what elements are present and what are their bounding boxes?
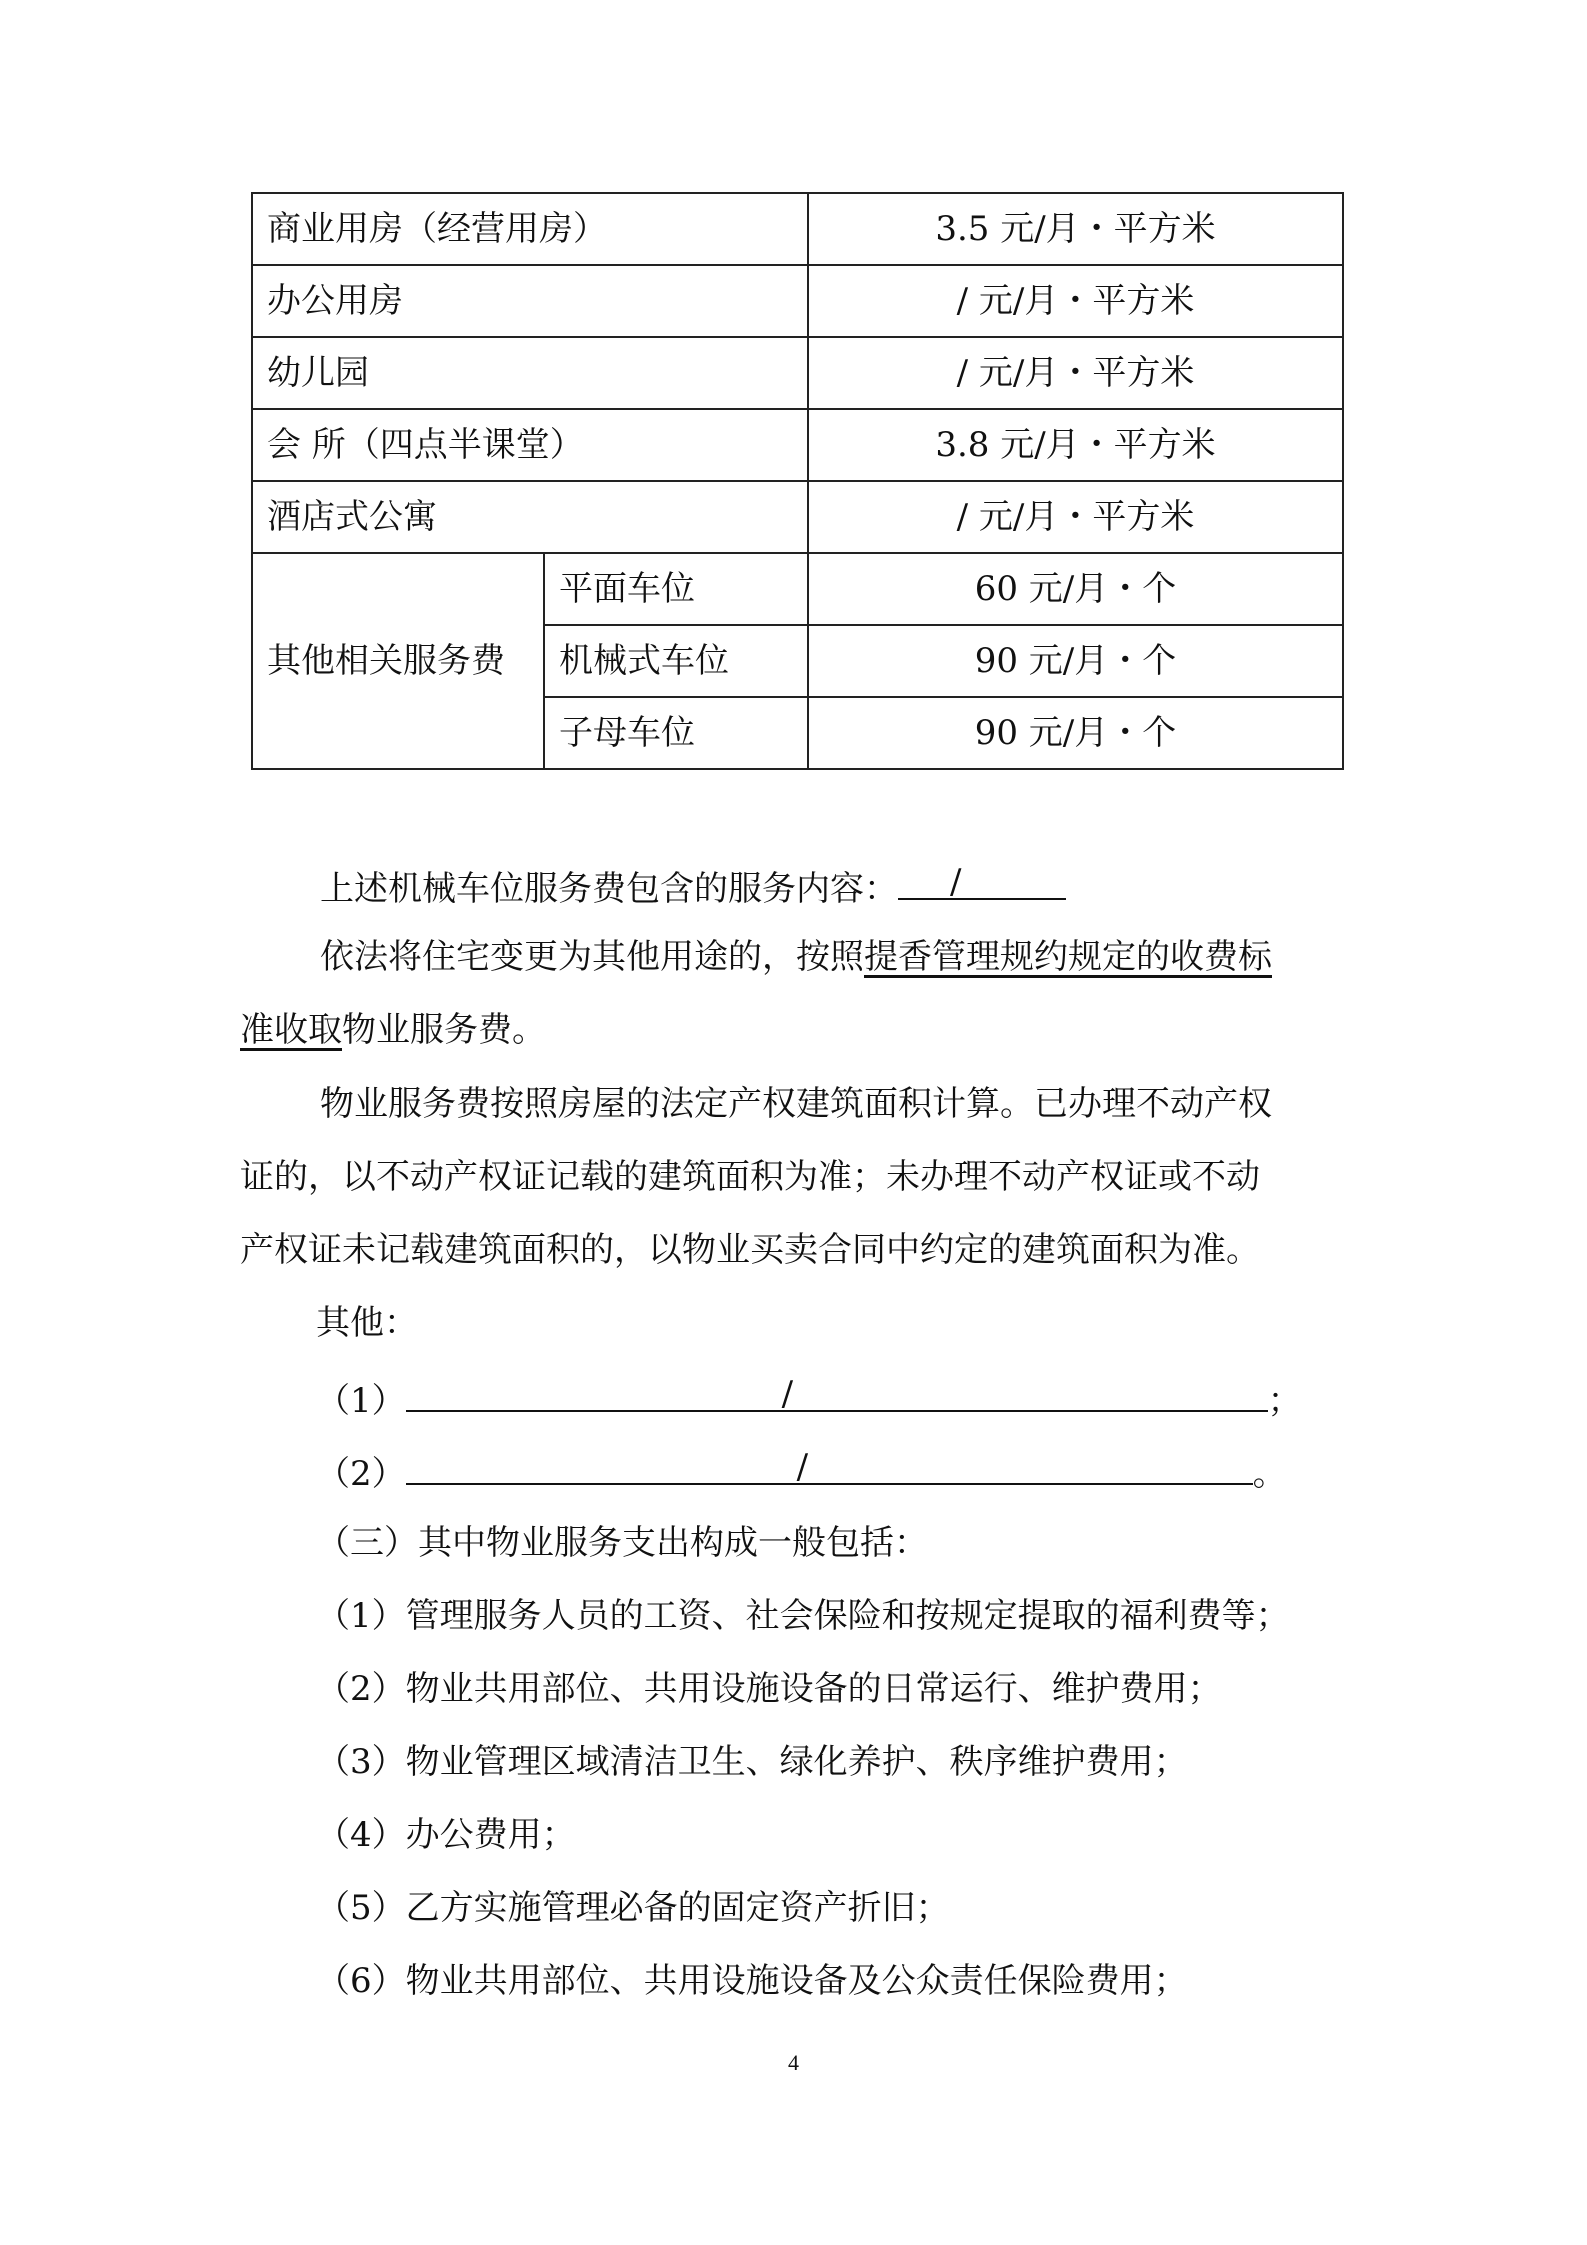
usage-change-paragraph-line1: [320, 937, 1272, 978]
usage-change-underlined-text: 提香管理规约规定的收费标: [864, 937, 1272, 977]
other-item-value: /: [781, 1374, 794, 1414]
fee-table: [251, 192, 1344, 770]
cost-item: （6）物业共用部位、共用设施设备及公众责任保险费用；: [316, 1961, 1188, 2001]
other-item: [316, 1376, 1302, 1422]
other-item-blank: [406, 1376, 1268, 1412]
mech-service-blank: [898, 864, 1066, 900]
fee-category-label: 酒店式公寓: [252, 481, 808, 553]
table-row: [252, 337, 1343, 409]
fee-rate-value: 90 元/月・个: [808, 625, 1343, 697]
fee-rate-value: / 元/月・平方米: [808, 337, 1343, 409]
other-item-prefix: （1）: [316, 1381, 406, 1421]
usage-change-text: 物业服务费。: [342, 1010, 546, 1050]
fee-category-label: 幼儿园: [252, 337, 808, 409]
other-item-suffix: ；: [1267, 1381, 1302, 1421]
table-row: [252, 193, 1343, 265]
area-paragraph-line2: 证的，以不动产权证记载的建筑面积为准；未办理不动产权证或不动: [240, 1157, 1260, 1197]
other-item: [316, 1449, 1287, 1495]
fee-rate-value: 90 元/月・个: [808, 697, 1343, 769]
mech-service-value: /: [950, 862, 962, 902]
fee-group-label: 其他相关服务费: [252, 553, 544, 769]
usage-change-underlined-text: 准收取: [240, 1010, 342, 1050]
cost-item: （1）管理服务人员的工资、社会保险和按规定提取的福利费等；: [316, 1596, 1290, 1636]
cost-item: （4）办公费用；: [316, 1815, 576, 1855]
cost-item: （2）物业共用部位、共用设施设备的日常运行、维护费用；: [316, 1669, 1222, 1709]
usage-change-text: 依法将住宅变更为其他用途的，按照: [320, 937, 864, 977]
other-label: 其他：: [316, 1303, 418, 1343]
parking-type-label: 子母车位: [544, 697, 808, 769]
other-item-blank: [406, 1449, 1253, 1485]
fee-category-label: 会 所（四点半课堂）: [252, 409, 808, 481]
cost-item: （3）物业管理区域清洁卫生、绿化养护、秩序维护费用；: [316, 1742, 1188, 1782]
section-title: （三）其中物业服务支出构成一般包括：: [316, 1523, 928, 1563]
usage-change-paragraph-line2: [240, 1010, 546, 1051]
fee-rate-value: 3.5 元/月・平方米: [808, 193, 1343, 265]
area-paragraph-line1: 物业服务费按照房屋的法定产权建筑面积计算。已办理不动产权: [320, 1084, 1272, 1124]
fee-rate-value: / 元/月・平方米: [808, 265, 1343, 337]
fee-rate-value: 60 元/月・个: [808, 553, 1343, 625]
parking-type-label: 机械式车位: [544, 625, 808, 697]
area-paragraph-line3: 产权证未记载建筑面积的，以物业买卖合同中约定的建筑面积为准。: [240, 1230, 1260, 1270]
fee-category-label: 办公用房: [252, 265, 808, 337]
fee-rate-value: 3.8 元/月・平方米: [808, 409, 1343, 481]
cost-item: （5）乙方实施管理必备的固定资产折旧；: [316, 1888, 950, 1928]
parking-type-label: 平面车位: [544, 553, 808, 625]
mech-service-line: [320, 864, 1066, 910]
table-row: [252, 409, 1343, 481]
other-item-value: /: [796, 1447, 809, 1487]
other-item-suffix: 。: [1252, 1454, 1287, 1494]
mech-service-label: 上述机械车位服务费包含的服务内容：: [320, 869, 898, 909]
other-item-prefix: （2）: [316, 1454, 406, 1494]
fee-rate-value: / 元/月・平方米: [808, 481, 1343, 553]
page-number: 4: [788, 2050, 799, 2075]
table-row: [252, 481, 1343, 553]
fee-category-label: 商业用房（经营用房）: [252, 193, 808, 265]
table-row: [252, 553, 1343, 625]
table-row: [252, 265, 1343, 337]
